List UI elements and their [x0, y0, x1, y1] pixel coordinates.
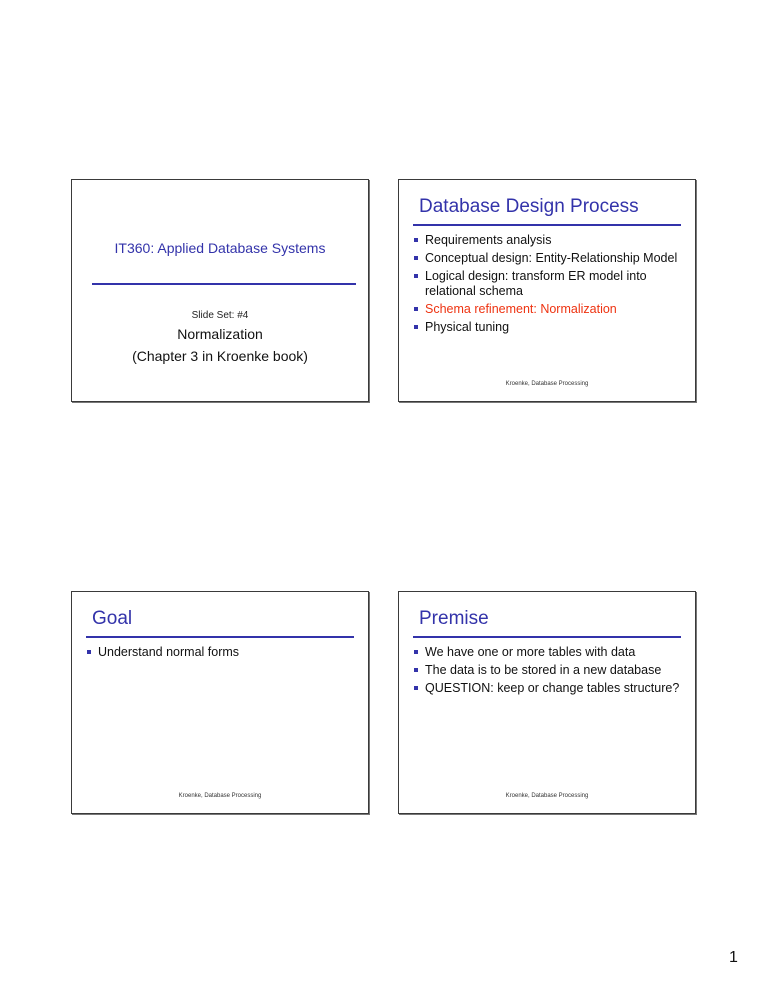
bullet-item-highlighted: Schema refinement: Normalization	[413, 302, 685, 317]
square-bullet-icon	[414, 325, 418, 329]
bullet-item: Conceptual design: Entity-Relationship Model	[413, 251, 685, 266]
bullet-item: Logical design: transform ER model into relational schema	[413, 269, 685, 299]
square-bullet-icon	[414, 256, 418, 260]
bullet-list	[86, 645, 358, 663]
title-divider	[92, 283, 356, 285]
square-bullet-icon	[414, 686, 418, 690]
bullet-list	[413, 645, 685, 699]
title-divider	[413, 636, 681, 638]
title-divider	[413, 224, 681, 226]
slide-3-goal	[71, 591, 369, 814]
square-bullet-icon	[87, 650, 91, 654]
slide-1-title	[71, 179, 369, 402]
square-bullet-icon	[414, 274, 418, 278]
square-bullet-icon	[414, 668, 418, 672]
slide-title: Goal	[92, 608, 133, 629]
bullet-item: We have one or more tables with data	[413, 645, 685, 660]
bullet-item: Physical tuning	[413, 320, 685, 335]
bullet-item: The data is to be stored in a new database	[413, 663, 685, 678]
slide-2-design-process	[398, 179, 696, 402]
slide-4-premise	[398, 591, 696, 814]
reference-label: (Chapter 3 in Kroenke book)	[132, 348, 308, 364]
slide-set-label: Slide Set: #4	[191, 310, 249, 321]
slide-title: Database Design Process	[419, 196, 639, 217]
square-bullet-icon	[414, 307, 418, 311]
title-divider	[86, 636, 354, 638]
bullet-list	[413, 233, 685, 338]
slide-footer: Kroenke, Database Processing	[178, 793, 262, 799]
bullet-item: QUESTION: keep or change tables structure?	[413, 681, 685, 696]
square-bullet-icon	[414, 650, 418, 654]
bullet-item: Understand normal forms	[86, 645, 358, 660]
page-number: 1	[729, 949, 738, 966]
square-bullet-icon	[414, 238, 418, 242]
bullet-item: Requirements analysis	[413, 233, 685, 248]
slide-title: Premise	[419, 608, 489, 629]
topic-label: Normalization	[177, 326, 263, 342]
course-title: IT360: Applied Database Systems	[114, 240, 326, 256]
slide-footer: Kroenke, Database Processing	[505, 793, 589, 799]
slide-footer: Kroenke, Database Processing	[505, 381, 589, 387]
